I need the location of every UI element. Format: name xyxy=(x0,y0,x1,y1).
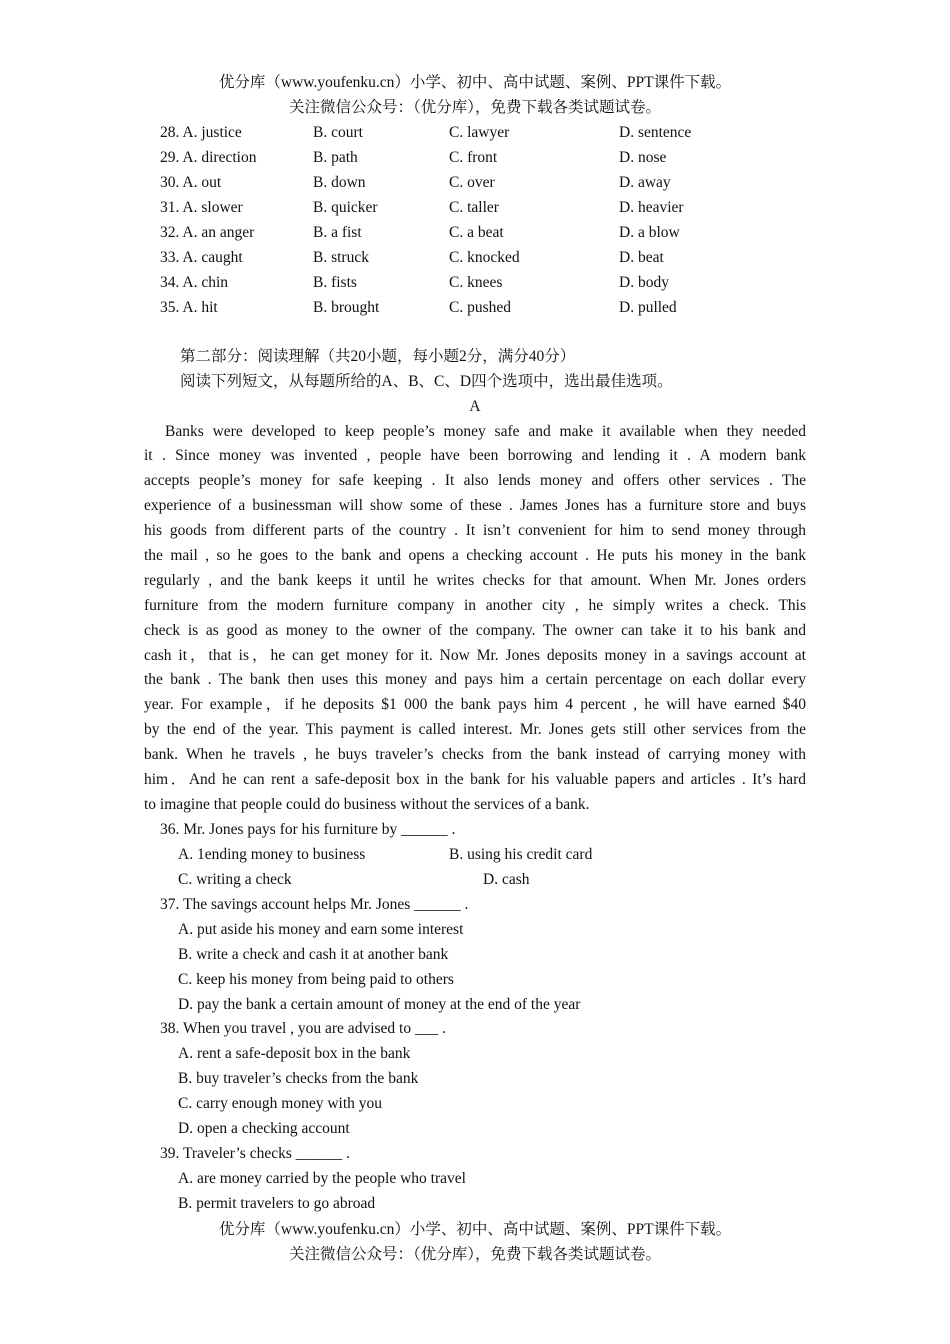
option-d: D. beat xyxy=(619,249,664,266)
question-38-option-a: A. rent a safe-deposit box in the bank xyxy=(178,1045,411,1062)
question-36-stem: 36. Mr. Jones pays for his furniture by ______ . xyxy=(160,821,456,838)
section-title: 第二部分：阅读理解（共20小题，每小题2分，满分40分） xyxy=(180,348,576,365)
passage-line: Banks were developed to keep people’s money safe and make it available when they needed xyxy=(165,422,806,440)
option-b: B. struck xyxy=(313,249,369,266)
page-header-line-1: 优分库（www.youfenku.cn）小学、初中、高中试题、案例、PPT课件下载。 xyxy=(218,74,732,91)
question-39-option-a: A. are money carried by the people who travel xyxy=(178,1170,466,1187)
passage-line: experience of a businessman will show some of these . James Jones has a furniture store and buys xyxy=(144,497,806,515)
passage-line: to imagine that people could do business without the services of a bank. xyxy=(144,795,590,813)
option-c: C. taller xyxy=(449,199,499,216)
option-c: C. front xyxy=(449,149,498,166)
question-36-option-d: D. cash xyxy=(483,871,530,888)
question-39-option-b: B. permit travelers to go abroad xyxy=(178,1195,376,1212)
passage-line: the bank . The bank then uses this money and pays him a certain percentage on each dollar every xyxy=(144,671,806,689)
option-row-number: 30. A. out xyxy=(160,174,222,191)
option-row-number: 33. A. caught xyxy=(160,249,243,266)
question-37-stem: 37. The savings account helps Mr. Jones ______ . xyxy=(160,896,469,913)
question-37-option-a: A. put aside his money and earn some interest xyxy=(178,921,464,938)
passage-line: him．And he can rent a safe-deposit box in the bank for his valuable papers and articles . It’s hard xyxy=(144,770,806,788)
option-row-number: 35. A. hit xyxy=(160,299,218,316)
option-row-number: 28. A. justice xyxy=(160,124,242,141)
question-38-option-b: B. buy traveler’s checks from the bank xyxy=(178,1070,419,1087)
option-b: B. quicker xyxy=(313,199,378,216)
option-c: C. over xyxy=(449,174,495,191)
reading-passage xyxy=(144,420,806,818)
question-37-option-c: C. keep his money from being paid to others xyxy=(178,971,454,988)
option-b: B. court xyxy=(313,124,363,141)
option-d: D. nose xyxy=(619,149,667,166)
option-d: D. away xyxy=(619,174,671,191)
option-row-number: 29. A. direction xyxy=(160,149,257,166)
passage-label: A xyxy=(469,398,481,415)
passage-line: cash it，that is，he can get money for it. Now Mr. Jones deposits money in a savings account at xyxy=(144,646,806,664)
passage-line: regularly , and the bank keeps it until he writes checks for that amount. When Mr. Jones orders xyxy=(144,571,806,589)
question-37-option-d: D. pay the bank a certain amount of money at the end of the year xyxy=(178,996,581,1013)
option-b: B. a fist xyxy=(313,224,362,241)
section-instruction: 阅读下列短文，从每题所给的A、B、C、D四个选项中，选出最佳选项。 xyxy=(180,373,673,390)
option-d: D. pulled xyxy=(619,299,677,316)
page-footer-line-2: 关注微信公众号：（优分库），免费下载各类试题试卷。 xyxy=(288,1246,661,1263)
passage-line: furniture from the modern furniture company in another city , he simply writes a check. This xyxy=(144,596,806,614)
option-c: C. knocked xyxy=(449,249,520,266)
passage-line: by the end of the year. This payment is called interest. Mr. Jones gets still other services from the xyxy=(144,721,806,739)
page-header-line-2: 关注微信公众号：（优分库），免费下载各类试题试卷。 xyxy=(288,99,661,116)
passage-line: check is as good as money to the owner of the company. The owner can take it to his bank and xyxy=(144,621,806,639)
question-38-option-c: C. carry enough money with you xyxy=(178,1095,383,1112)
option-c: C. knees xyxy=(449,274,503,291)
option-d: D. heavier xyxy=(619,199,684,216)
option-b: B. brought xyxy=(313,299,380,316)
option-c: C. lawyer xyxy=(449,124,510,141)
passage-line: accepts people’s money for safe keeping . It also lends money and offers other services . The xyxy=(144,472,806,490)
passage-line: bank. When he travels , he buys traveler’s checks from the bank instead of carrying money with xyxy=(144,746,806,764)
passage-line: it . Since money was invented , people have been borrowing and lending it . A modern bank xyxy=(144,447,806,465)
option-row-number: 32. A. an anger xyxy=(160,224,255,241)
option-c: C. a beat xyxy=(449,224,504,241)
option-d: D. sentence xyxy=(619,124,692,141)
question-36-option-b: B. using his credit card xyxy=(449,846,593,863)
question-37-option-b: B. write a check and cash it at another bank xyxy=(178,946,449,963)
question-38-stem: 38. When you travel , you are advised to ___ . xyxy=(160,1020,446,1037)
option-c: C. pushed xyxy=(449,299,511,316)
option-row-number: 31. A. slower xyxy=(160,199,243,216)
option-b: B. fists xyxy=(313,274,357,291)
question-36-option-c: C. writing a check xyxy=(178,871,292,888)
option-d: D. body xyxy=(619,274,669,291)
page-footer-line-1: 优分库（www.youfenku.cn）小学、初中、高中试题、案例、PPT课件下载。 xyxy=(218,1221,732,1238)
question-36-option-a: A. 1ending money to business xyxy=(178,846,366,863)
option-b: B. path xyxy=(313,149,358,166)
question-38-option-d: D. open a checking account xyxy=(178,1120,350,1137)
option-b: B. down xyxy=(313,174,366,191)
passage-line: year. For example，if he deposits $1 000 the bank pays him 4 percent , he will have earned $40 xyxy=(144,696,806,714)
passage-line: his goods from different parts of the country . It isn’t convenient for him to send money through xyxy=(144,522,806,540)
option-d: D. a blow xyxy=(619,224,680,241)
passage-line: the mail , so he goes to the bank and opens a checking account . He puts his money in the bank xyxy=(144,546,806,564)
question-39-stem: 39. Traveler’s checks ______ . xyxy=(160,1145,350,1162)
option-row-number: 34. A. chin xyxy=(160,274,229,291)
